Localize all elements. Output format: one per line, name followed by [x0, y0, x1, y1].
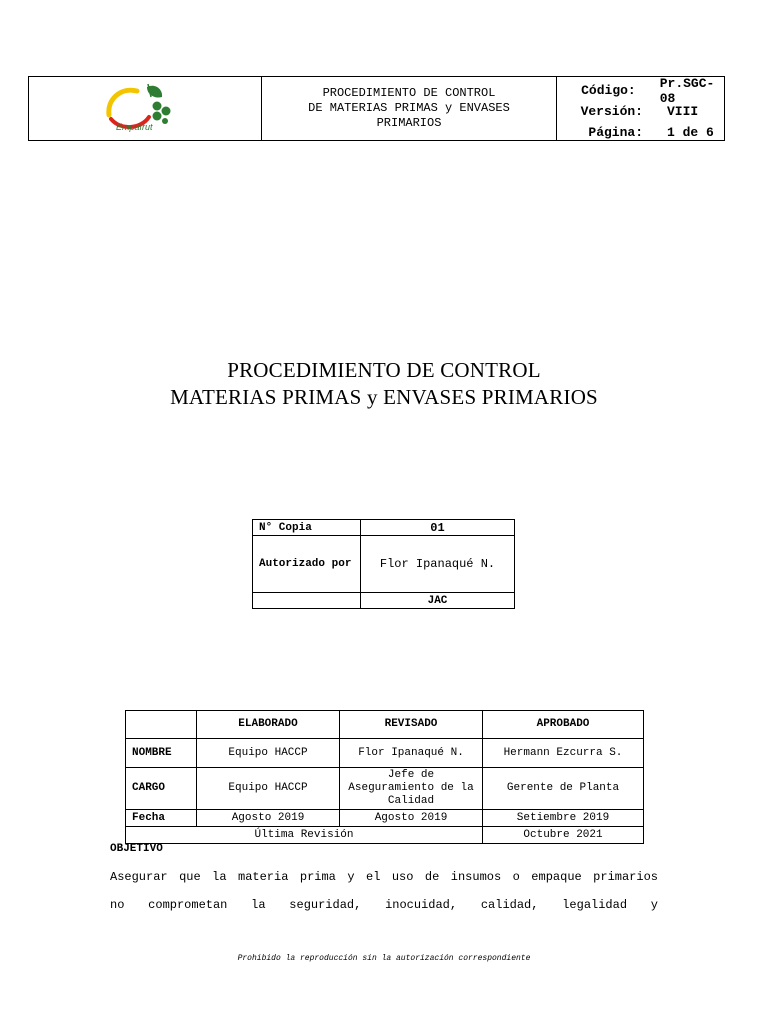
cargo-revisado: Jefe de Aseguramiento de la Calidad — [340, 768, 483, 810]
objective-line: no comprometan la seguridad, inocuidad, calidad, legalidad y — [110, 898, 658, 912]
empty-cell — [253, 593, 361, 609]
nombre-label: NOMBRE — [126, 739, 197, 768]
copy-table — [252, 519, 515, 609]
main-title-line: MATERIAS PRIMAS y ENVASES PRIMARIOS — [170, 385, 598, 409]
approval-table — [125, 710, 644, 844]
fecha-label: Fecha — [126, 810, 197, 827]
codigo-row — [557, 75, 724, 106]
cargo-label: CARGO — [126, 768, 197, 810]
document-meta — [557, 77, 724, 140]
codigo-label: Código: — [581, 83, 636, 98]
autorizado-name: Flor Ipanaqué N. — [361, 536, 515, 593]
header-title-line: PRIMARIOS — [376, 116, 442, 130]
objective-heading: OBJETIVO — [110, 843, 163, 855]
main-title — [0, 357, 768, 411]
header-title — [262, 77, 557, 140]
nombre-revisado: Flor Ipanaqué N. — [340, 739, 483, 768]
version-value: VIII — [667, 104, 699, 119]
header-revisado: REVISADO — [340, 711, 483, 739]
header-title-line: PROCEDIMIENTO DE CONTROL — [322, 86, 496, 100]
pagina-row — [557, 122, 724, 143]
header-elaborado: ELABORADO — [197, 711, 340, 739]
nombre-aprobado: Hermann Ezcurra S. — [483, 739, 644, 768]
header-title-line: DE MATERIAS PRIMAS y ENVASES — [308, 101, 510, 115]
ultima-revision-label: Última Revisión — [126, 827, 483, 844]
initials: JAC — [361, 593, 515, 609]
empafrut-logo — [29, 77, 261, 140]
fecha-revisado: Agosto 2019 — [340, 810, 483, 827]
logo-text: Empafrut — [116, 122, 153, 132]
version-label: Versión: — [580, 104, 643, 119]
objective-line: Asegurar que la materia prima y el uso de insumos o empaque primarios — [110, 870, 658, 884]
ultima-revision-value: Octubre 2021 — [483, 827, 644, 844]
fecha-elaborado: Agosto 2019 — [197, 810, 340, 827]
pagina-value: 1 de 6 — [667, 125, 714, 140]
fecha-aprobado: Setiembre 2019 — [483, 810, 644, 827]
main-title-line: PROCEDIMIENTO DE CONTROL — [227, 358, 541, 382]
document-header — [28, 76, 725, 141]
cargo-elaborado: Equipo HACCP — [197, 768, 340, 810]
autorizado-label: Autorizado por — [253, 536, 361, 593]
codigo-value: Pr.SGC-08 — [659, 75, 715, 106]
copia-label: N° Copia — [253, 520, 361, 536]
cargo-aprobado: Gerente de Planta — [483, 768, 644, 810]
pagina-label: Página: — [588, 125, 643, 140]
logo-cell — [29, 77, 262, 140]
footer-notice: Prohibido la reproducción sin la autorización correspondiente — [237, 954, 531, 963]
corner-cell — [126, 711, 197, 739]
objective-text — [110, 863, 658, 919]
header-aprobado: APROBADO — [483, 711, 644, 739]
nombre-elaborado: Equipo HACCP — [197, 739, 340, 768]
copia-value: 01 — [361, 520, 515, 536]
